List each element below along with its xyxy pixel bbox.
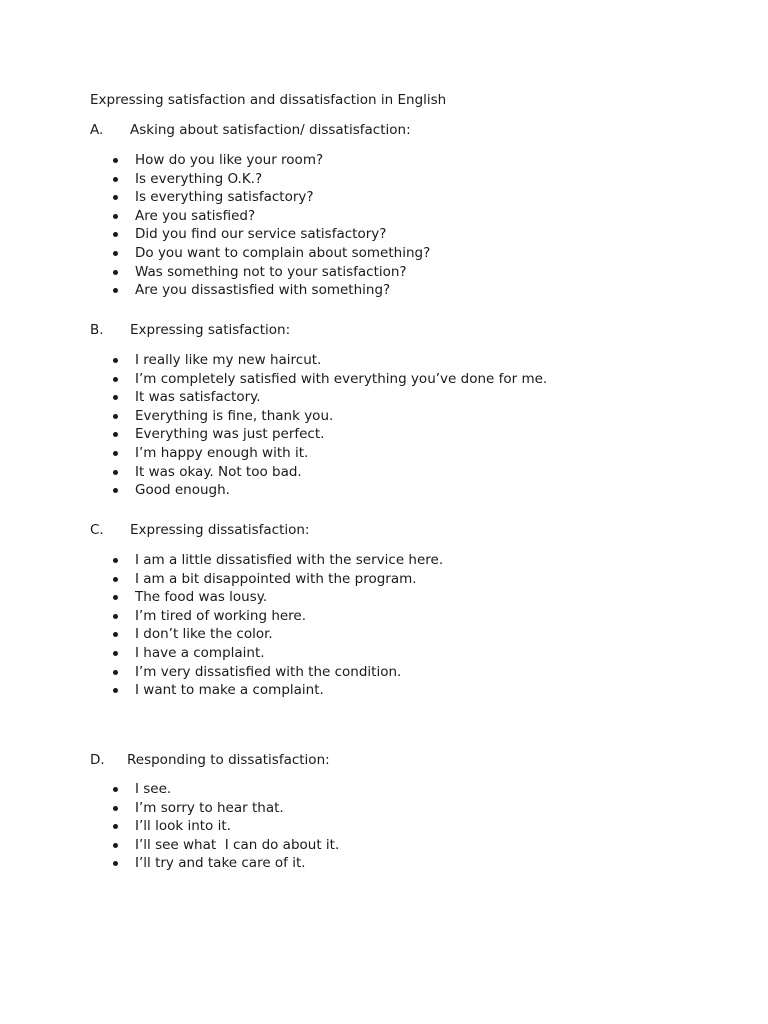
list-item-text: Are you satisfied?: [135, 207, 256, 224]
bullet-icon: [113, 232, 118, 237]
bullet-icon: [113, 251, 118, 256]
bullet-icon: [113, 670, 118, 675]
list-item-text: Do you want to complain about something?: [135, 244, 431, 261]
list-item-text: I’ll see what I can do about it.: [135, 836, 340, 853]
list-item: [110, 244, 430, 263]
bullet-icon: [113, 177, 118, 182]
bullet-icon: [113, 432, 118, 437]
list-item: [110, 370, 547, 389]
bullet-icon: [113, 358, 118, 363]
section-c-heading: [90, 521, 309, 539]
list-item: [110, 463, 547, 482]
section-c-letter: C.: [90, 522, 104, 538]
list-item-text: I want to make a complaint.: [135, 682, 324, 699]
list-item-text: Is everything O.K.?: [135, 170, 263, 187]
section-c-list: [110, 551, 443, 700]
list-item-text: It was okay. Not too bad.: [135, 463, 302, 480]
list-item: [110, 836, 339, 855]
list-item: [110, 644, 443, 663]
list-item-text: I’m tired of working here.: [135, 607, 307, 624]
section-b-title: Expressing satisfaction:: [130, 322, 291, 338]
list-item-text: I am a bit disappointed with the program.: [135, 570, 417, 587]
list-item-text: Everything was just perfect.: [135, 426, 325, 443]
bullet-icon: [113, 214, 118, 219]
list-item: [110, 570, 443, 589]
list-item: [110, 854, 339, 873]
list-item-text: I see.: [135, 781, 172, 797]
list-item: [110, 170, 430, 189]
bullet-icon: [113, 270, 118, 275]
section-b-letter: B.: [90, 322, 104, 338]
list-item: [110, 351, 547, 370]
list-item: [110, 551, 443, 570]
bullet-icon: [113, 488, 118, 493]
list-item: [110, 425, 547, 444]
list-item-text: I’m very dissatisfied with the condition.: [135, 663, 402, 680]
list-item: [110, 263, 430, 282]
section-d-heading: [90, 751, 330, 769]
list-item: [110, 625, 443, 644]
bullet-icon: [113, 824, 118, 829]
section-d-list: [110, 780, 339, 873]
section-b-list: [110, 351, 547, 500]
list-item: [110, 817, 339, 836]
list-item: [110, 207, 430, 226]
list-item-text: Are you dissastisfied with something?: [135, 282, 391, 299]
list-item: [110, 151, 430, 170]
list-item: [110, 481, 547, 500]
list-item: [110, 780, 339, 799]
section-a-title: Asking about satisfaction/ dissatisfaction:: [130, 122, 411, 138]
bullet-icon: [113, 577, 118, 582]
section-d-letter: D.: [90, 752, 105, 768]
bullet-icon: [113, 787, 118, 792]
list-item-text: I’m sorry to hear that.: [135, 799, 284, 816]
list-item-text: I’m happy enough with it.: [135, 444, 309, 461]
bullet-icon: [113, 195, 118, 200]
bullet-icon: [113, 595, 118, 600]
bullet-icon: [113, 861, 118, 866]
list-item-text: Good enough.: [135, 482, 230, 499]
list-item-text: I really like my new haircut.: [135, 352, 322, 368]
section-a-heading: [90, 121, 411, 139]
bullet-icon: [113, 288, 118, 293]
bullet-icon: [113, 843, 118, 848]
bullet-icon: [113, 614, 118, 619]
bullet-icon: [113, 688, 118, 693]
list-item: [110, 188, 430, 207]
list-item-text: How do you like your room?: [135, 152, 324, 168]
list-item: [110, 444, 547, 463]
list-item-text: Is everything satisfactory?: [135, 189, 314, 206]
list-item-text: It was satisfactory.: [135, 389, 261, 406]
list-item: [110, 681, 443, 700]
bullet-icon: [113, 806, 118, 811]
list-item: [110, 799, 339, 818]
list-item: [110, 388, 547, 407]
list-item-text: The food was lousy.: [135, 589, 268, 606]
section-d-title: Responding to dissatisfaction:: [127, 752, 330, 768]
list-item-text: I’ll look into it.: [135, 818, 231, 835]
bullet-icon: [113, 158, 118, 163]
list-item-text: I don’t like the color.: [135, 626, 273, 643]
list-item-text: I have a complaint.: [135, 644, 265, 661]
list-item: [110, 663, 443, 682]
bullet-icon: [113, 451, 118, 456]
section-a-list: [110, 151, 430, 300]
document-title: Expressing satisfaction and dissatisfaction in English: [90, 92, 447, 108]
list-item-text: Was something not to your satisfaction?: [135, 263, 407, 280]
bullet-icon: [113, 377, 118, 382]
list-item: [110, 607, 443, 626]
list-item-text: Did you find our service satisfactory?: [135, 226, 387, 243]
bullet-icon: [113, 558, 118, 563]
section-a-letter: A.: [90, 122, 104, 138]
bullet-icon: [113, 470, 118, 475]
list-item-text: I am a little dissatisfied with the service here.: [135, 552, 444, 568]
bullet-icon: [113, 395, 118, 400]
list-item-text: Everything is fine, thank you.: [135, 407, 334, 424]
bullet-icon: [113, 632, 118, 637]
list-item-text: I’ll try and take care of it.: [135, 855, 306, 872]
section-c-title: Expressing dissatisfaction:: [130, 522, 310, 538]
list-item: [110, 225, 430, 244]
bullet-icon: [113, 651, 118, 656]
section-b-heading: [90, 321, 290, 339]
list-item: [110, 588, 443, 607]
list-item-text: I’m completely satisfied with everything you’ve done for me.: [135, 370, 548, 387]
list-item: [110, 281, 430, 300]
list-item: [110, 407, 547, 426]
bullet-icon: [113, 414, 118, 419]
